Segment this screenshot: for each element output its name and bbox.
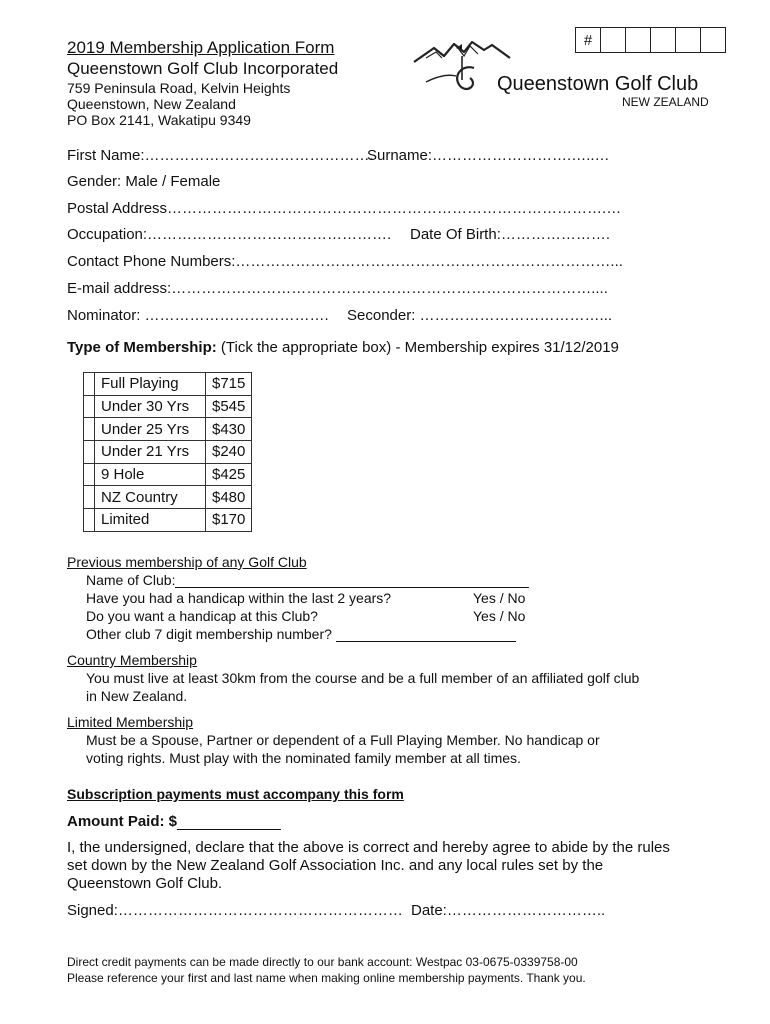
membership-row [84, 486, 252, 509]
membership-heading-bold: Type of Membership: [67, 339, 217, 356]
handicap-question: Have you had a handicap within the last 2 years? [86, 590, 392, 606]
membership-checkbox[interactable] [84, 463, 95, 486]
membership-heading [67, 339, 619, 356]
nominator-field[interactable]: Nominator: ………………………………. [67, 307, 329, 324]
amount-paid-label: Amount Paid: $ [67, 813, 178, 830]
membership-checkbox[interactable] [84, 395, 95, 418]
other-club-number-label: Other club 7 digit membership number? [86, 626, 332, 642]
number-box-cell[interactable] [625, 27, 651, 53]
surname-field[interactable]: Surname:……………………….…..… [367, 147, 610, 164]
membership-row [84, 509, 252, 532]
date-field[interactable]: Date:………………………….. [411, 902, 606, 919]
handicap-yes-no[interactable]: Yes / No [473, 590, 526, 606]
membership-table [83, 372, 252, 532]
application-number-box [576, 27, 726, 53]
membership-category: Under 25 Yrs [95, 418, 206, 441]
club-name-row [86, 572, 529, 588]
amount-paid-input[interactable] [177, 814, 281, 830]
subscription-notice: Subscription payments must accompany this form [67, 786, 404, 802]
number-box-cell[interactable] [700, 27, 726, 53]
amount-paid-row [67, 813, 281, 830]
membership-category: Limited [95, 509, 206, 532]
footer-bank-details: Direct credit payments can be made directly to our bank account: Westpac 03-0675-0339758-00 [67, 955, 578, 969]
address-line-3: PO Box 2141, Wakatipu 9349 [67, 112, 251, 128]
membership-fee: $715 [206, 373, 252, 396]
membership-checkbox[interactable] [84, 373, 95, 396]
address-line-1: 759 Peninsula Road, Kelvin Heights [67, 80, 291, 96]
number-box-cell[interactable] [650, 27, 676, 53]
membership-fee: $240 [206, 441, 252, 464]
membership-category: Full Playing [95, 373, 206, 396]
phone-field[interactable]: Contact Phone Numbers:…………………………………………………………………... [67, 253, 623, 270]
club-name-label: Name of Club: [86, 572, 176, 588]
occupation-field[interactable]: Occupation:…………………………………………. [67, 226, 392, 243]
membership-fee: $545 [206, 395, 252, 418]
membership-category: 9 Hole [95, 463, 206, 486]
date-of-birth-field[interactable]: Date Of Birth:…………………. [410, 226, 611, 243]
membership-checkbox[interactable] [84, 441, 95, 464]
seconder-field[interactable]: Seconder: ………………………………... [347, 307, 613, 324]
address-line-2: Queenstown, New Zealand [67, 96, 236, 112]
number-box-label: # [575, 27, 601, 53]
email-field[interactable]: E-mail address:………………………………………………………………………….... [67, 280, 608, 297]
logo-country: NEW ZEALAND [622, 95, 709, 109]
other-club-number-input[interactable] [336, 626, 516, 642]
country-membership-text-1: You must live at least 30km from the course and be a full member of an affiliated golf club [86, 670, 640, 686]
gender-field[interactable]: Gender: Male / Female [67, 173, 221, 190]
membership-checkbox[interactable] [84, 418, 95, 441]
membership-category: NZ Country [95, 486, 206, 509]
other-club-number-row [86, 626, 516, 642]
club-name-input[interactable] [175, 572, 529, 588]
membership-fee: $480 [206, 486, 252, 509]
footer-reference-note: Please reference your first and last name when making online membership payments. Thank you. [67, 971, 586, 985]
membership-fee: $425 [206, 463, 252, 486]
want-handicap-yes-no[interactable]: Yes / No [473, 608, 526, 624]
form-title: 2019 Membership Application Form [67, 38, 335, 57]
logo-club-name: Queenstown Golf Club [497, 73, 699, 95]
club-name: Queenstown Golf Club Incorporated [67, 59, 339, 78]
membership-fee: $430 [206, 418, 252, 441]
limited-membership-heading: Limited Membership [67, 714, 194, 730]
membership-row [84, 395, 252, 418]
country-membership-heading: Country Membership [67, 652, 197, 668]
number-box-cell[interactable] [600, 27, 626, 53]
postal-address-field[interactable]: Postal Address…………………………………………………………………………….… [67, 200, 622, 217]
limited-membership-text-2: voting rights. Must play with the nominated family member at all times. [86, 750, 521, 766]
declaration-line-1: I, the undersigned, declare that the above is correct and hereby agree to abide by the rules [67, 839, 670, 856]
membership-heading-rest: (Tick the appropriate box) - Membership expires 31/12/2019 [216, 339, 619, 356]
number-box-cell[interactable] [675, 27, 701, 53]
membership-row [84, 463, 252, 486]
membership-checkbox[interactable] [84, 486, 95, 509]
first-name-field[interactable]: First Name:………………………………………. [67, 147, 374, 164]
membership-category: Under 30 Yrs [95, 395, 206, 418]
membership-fee: $170 [206, 509, 252, 532]
membership-row [84, 373, 252, 396]
signed-field[interactable]: Signed:………………………………………………… [67, 902, 403, 919]
membership-row [84, 441, 252, 464]
membership-category: Under 21 Yrs [95, 441, 206, 464]
membership-checkbox[interactable] [84, 509, 95, 532]
previous-membership-heading: Previous membership of any Golf Club [67, 554, 307, 570]
membership-row [84, 418, 252, 441]
declaration-line-3: Queenstown Golf Club. [67, 875, 223, 892]
limited-membership-text-1: Must be a Spouse, Partner or dependent of a Full Playing Member. No handicap or [86, 732, 600, 748]
country-membership-text-2: in New Zealand. [86, 688, 188, 704]
want-handicap-question: Do you want a handicap at this Club? [86, 608, 318, 624]
declaration-line-2: set down by the New Zealand Golf Association Inc. and any local rules set by the [67, 857, 604, 874]
